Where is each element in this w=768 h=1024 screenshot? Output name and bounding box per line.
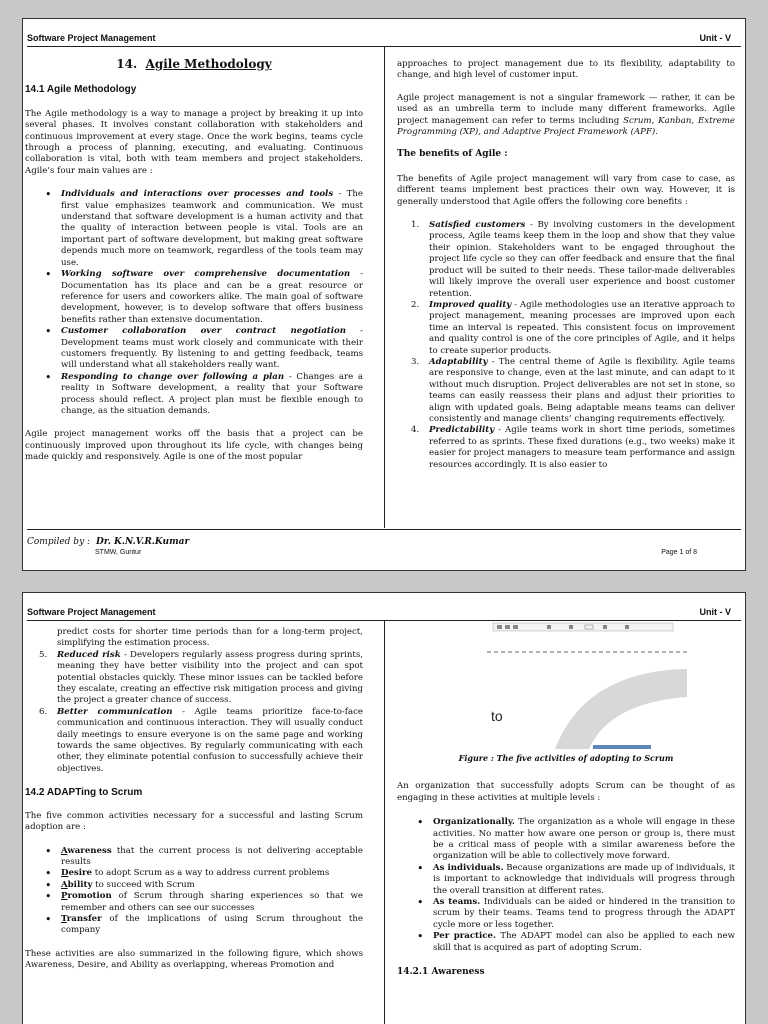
benefits-list-continued	[25, 627, 363, 775]
list-item: • Ability to succeed with Scrum	[25, 880, 363, 891]
list-item: • Transfer of the implications of using Scrum throughout the company	[25, 914, 363, 937]
list-item: • As teams. Individuals can be aided or hindered in the transition to scrum by their teams. Teams tend to progress through the ADAPT cycle more or less together.	[397, 897, 735, 931]
document-page-1	[22, 18, 746, 571]
course-title: Software Project Management	[27, 607, 156, 617]
figure-arc	[555, 669, 687, 749]
section-heading-14-1: 14.1 Agile Methodology	[25, 84, 137, 96]
paragraph: approaches to project management due to its flexibility, adaptability to change, and high level of customer input.	[397, 59, 735, 81]
section-heading-14-2: 14.2 ADAPTing to Scrum	[25, 787, 143, 799]
list-item: 3. Adaptability - The central theme of Agile is flexibility. Agile teams are responsive to change, even at the last minute, and can adapt to it without much disruption. Project deliverables are not set in stone, so teams can easily reassess their plans and adjust their priorities to align with updated goals. Being adaptable means teams can deliver consistently and manage clients’ changing requirements effectively.	[411, 356, 735, 424]
column-divider	[384, 47, 385, 528]
list-item: • Per practice. The ADAPT model can also be applied to each new skill that is acquired as part of adopting Scrum.	[397, 931, 735, 954]
list-item: • Promotion of Scrum through sharing experiences so that we remember and others can see our successes	[25, 891, 363, 914]
page-number: Page 1 of 8	[661, 549, 697, 556]
column-divider	[384, 621, 385, 1024]
unit-label: Unit - V	[699, 607, 731, 617]
list-item: • Desire to adopt Scrum as a way to address current problems	[25, 868, 363, 879]
list-item: • Organizationally. The organization as a whole will engage in these activities. No matter how aware one person or group is, there must be a critical mass of people with a similar awareness before the organization will be able to collectively move forward.	[397, 817, 735, 863]
list-item: predict costs for shorter time periods than for a long-term project, simplifying the estimation process.	[57, 627, 363, 649]
list-item: • Awareness that the current process is not delivering acceptable results	[25, 846, 363, 869]
section-heading-14-2-1: 14.2.1 Awareness	[397, 967, 485, 978]
benefits-list	[397, 220, 735, 471]
paragraph: The five common activities necessary for a successful and lasting Scrum adoption are :	[25, 810, 363, 833]
list-item: • Working software over comprehensive documentation - Documentation has its place and can be a great resource or reference for users and coworkers alike. The main goal of software development, however, is to develop software that offers business benefits rather than extensive documentation.	[25, 269, 363, 326]
left-column	[25, 627, 363, 972]
right-column	[397, 617, 735, 992]
list-item: 4. Predictability - Agile teams work in short time periods, sometimes referred to as sprints. These fixed durations (e.g., two weeks) make it easier for project managers to measure team performance and assign resources accordingly. It is also easier to	[411, 425, 735, 470]
list-item: • Individuals and interactions over processes and tools - The first value emphasizes teamwork and communication. We must understand that software development is a human activity and that the quality of interaction between people is vital. Tools are an important part of software development, but making great software depends much more on teamwork, regardless of the tools team may use.	[25, 189, 363, 269]
figure-toolbar	[493, 623, 673, 631]
list-item: • As individuals. Because organizations are made up of individuals, it is important to acknowledge that individuals will progress through the overall transition at different rates.	[397, 863, 735, 897]
list-item: • Customer collaboration over contract negotiation - Development teams must work closely and communicate with their customers frequently. By listening to and getting feedback, teams will understand what all stakeholders really want.	[25, 326, 363, 372]
benefits-heading: The benefits of Agile :	[397, 149, 508, 160]
unit-label: Unit - V	[699, 33, 731, 43]
paragraph: Agile project management is not a singular framework — rather, it can be used as an umbrella term to include many different frameworks. Agile project management can refer to terms including Scrum, Kanban, Extreme Programming (XP), and Adaptive Project Framework (APF).	[397, 92, 735, 138]
list-item: 1. Satisfied customers - By involving customers in the development process, Agile teams keep them in the loop and show that they value their opinion. Stakeholders want to be engaged throughout the project life cycle so they can offer feedback and ensure that the final product will be suited to their needs. These tailor-made deliverables will likely improve the overall user experience and boost customer retention.	[411, 220, 735, 299]
adapt-figure-graphic	[397, 617, 735, 749]
footer-divider	[27, 529, 741, 530]
list-item: • Responding to change over following a plan - Changes are a reality in Software development, a reality that your Software process should reflect. A project plan must be flexible enough to change, as the situation demands.	[25, 372, 363, 418]
paragraph: Agile project management works off the basis that a project can be continuously improved upon throughout its life cycle, with changes being made quickly and responsively. Agile is one of the most popular	[25, 429, 363, 463]
adoption-levels-list	[397, 817, 735, 954]
paragraph: These activities are also summarized in the following figure, which shows Awareness, Desire, and Ability as overlapping, whereas Promotion and	[25, 948, 363, 971]
paragraph: An organization that successfully adopts Scrum can be thought of as engaging in these activities at multiple levels :	[397, 781, 735, 803]
paragraph: The benefits of Agile project management will vary from case to case, as different teams implement best practices their own way. However, it is generally understood that Agile offers the following core benefits :	[397, 173, 735, 207]
course-title: Software Project Management	[27, 33, 156, 43]
intro-paragraph: The Agile methodology is a way to manage a project by breaking it up into several phases. It involves constant collaboration with stakeholders and continuous improvement at every stage. Once the work begins, teams cycle through a process of planning, executing, and evaluating. Continuous collaboration is vital, both with team members and project stakeholders. Agile’s four main values are :	[25, 108, 363, 176]
document-page-2	[22, 592, 746, 1024]
left-column	[25, 59, 363, 464]
compiled-by: Compiled by : Dr. K.N.V.R.Kumar	[27, 537, 190, 547]
figure-label: to	[491, 708, 503, 724]
figure-caption: Figure : The five activities of adopting to Scrum	[458, 753, 674, 763]
list-item: 5. Reduced risk - Developers regularly assess progress during sprints, meaning they have better visibility into the project and can spot potential obstacles quickly. These minor issues can be tackled before they escalate, creating an effective risk mitigation process and giving the project a greater chance of success.	[39, 649, 363, 706]
college-name: STMW, Guntur	[95, 549, 142, 556]
chapter-heading: 14. Agile Methodology	[116, 57, 272, 71]
adapt-activities-list	[25, 846, 363, 937]
right-column	[397, 59, 735, 471]
agile-values-list	[25, 189, 363, 417]
list-item: 2. Improved quality - Agile methodologies use an iterative approach to project management, meaning processes are improved upon each time an interval is repeated. This consistent focus on improvement and quality control is one of the core principles of Agile, and it helps to create superior products.	[411, 299, 735, 356]
adapt-figure	[397, 617, 735, 749]
figure-blue-bar	[593, 745, 651, 749]
list-item: 6. Better communication - Agile teams prioritize face-to-face communication and continuous interaction. They will usually conduct daily meetings to ensure everyone is on the same page and working towards the same objectives. By regularly communicating with each other, they eliminate potential confusion to successfully achieve their objectives.	[39, 706, 363, 774]
